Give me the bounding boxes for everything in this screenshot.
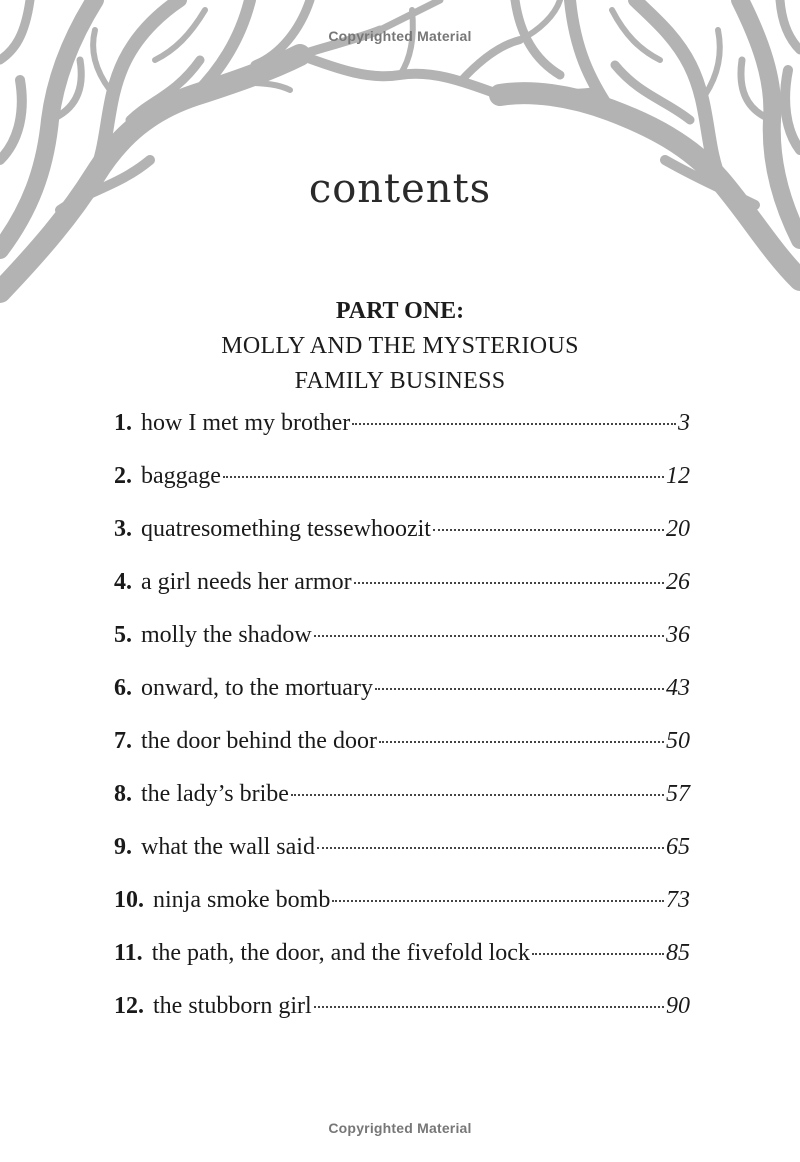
page-number: 50 bbox=[666, 728, 690, 754]
dot-leader bbox=[532, 953, 664, 955]
chapter-title: the stubborn girl bbox=[153, 993, 312, 1019]
toc-entry-4[interactable] bbox=[114, 569, 690, 622]
dot-leader bbox=[314, 1006, 664, 1008]
dot-leader bbox=[352, 423, 676, 425]
chapter-number: 2. bbox=[114, 463, 132, 489]
chapter-number: 8. bbox=[114, 781, 132, 807]
page-title: contents bbox=[308, 166, 492, 212]
copyright-watermark-bottom: Copyrighted Material bbox=[328, 1120, 472, 1136]
page-number: 26 bbox=[666, 569, 690, 595]
toc-entry-11[interactable] bbox=[114, 940, 690, 993]
dot-leader bbox=[314, 635, 664, 637]
chapter-title: how I met my brother bbox=[141, 410, 351, 436]
dot-leader bbox=[317, 847, 664, 849]
part-heading bbox=[0, 294, 800, 399]
chapter-title: baggage bbox=[141, 463, 221, 489]
chapter-number: 4. bbox=[114, 569, 132, 595]
chapter-number: 7. bbox=[114, 728, 132, 754]
chapter-number: 1. bbox=[114, 410, 132, 436]
chapter-title: the door behind the door bbox=[141, 728, 377, 754]
page-number: 12 bbox=[666, 463, 690, 489]
toc-entry-8[interactable] bbox=[114, 781, 690, 834]
chapter-number: 6. bbox=[114, 675, 132, 701]
chapter-title: a girl needs her armor bbox=[141, 569, 352, 595]
chapter-title: the lady’s bribe bbox=[141, 781, 289, 807]
dot-leader bbox=[375, 688, 664, 690]
chapter-number: 12. bbox=[114, 993, 144, 1019]
toc-entry-3[interactable] bbox=[114, 516, 690, 569]
part-title-line-2: FAMILY BUSINESS bbox=[294, 368, 506, 394]
toc-entry-12[interactable] bbox=[114, 993, 690, 1046]
chapter-number: 11. bbox=[114, 940, 143, 966]
dot-leader bbox=[291, 794, 664, 796]
page-number: 20 bbox=[666, 516, 690, 542]
dot-leader bbox=[354, 582, 664, 584]
page-number: 43 bbox=[666, 675, 690, 701]
dot-leader bbox=[223, 476, 664, 478]
part-label: PART ONE: bbox=[335, 298, 465, 324]
page-number: 85 bbox=[666, 940, 690, 966]
toc-entry-9[interactable] bbox=[114, 834, 690, 887]
toc-entry-6[interactable] bbox=[114, 675, 690, 728]
page-number: 73 bbox=[666, 887, 690, 913]
page-number: 90 bbox=[666, 993, 690, 1019]
chapter-title: what the wall said bbox=[141, 834, 315, 860]
toc-entry-10[interactable] bbox=[114, 887, 690, 940]
dot-leader bbox=[379, 741, 664, 743]
part-title-line-1: MOLLY AND THE MYSTERIOUS bbox=[221, 333, 579, 359]
page-number: 65 bbox=[666, 834, 690, 860]
chapter-number: 5. bbox=[114, 622, 132, 648]
toc-entry-2[interactable] bbox=[114, 463, 690, 516]
chapter-title: quatresomething tessewhoozit bbox=[141, 516, 431, 542]
chapter-title: the path, the door, and the fivefold lock bbox=[151, 940, 530, 966]
copyright-watermark-top: Copyrighted Material bbox=[328, 28, 472, 44]
dot-leader bbox=[433, 529, 664, 531]
tree-branches-illustration bbox=[0, 0, 800, 320]
chapter-title: molly the shadow bbox=[141, 622, 312, 648]
toc-entry-7[interactable] bbox=[114, 728, 690, 781]
page-number: 36 bbox=[666, 622, 690, 648]
chapter-number: 9. bbox=[114, 834, 132, 860]
table-of-contents bbox=[114, 410, 690, 1046]
chapter-number: 10. bbox=[114, 887, 144, 913]
page-number: 57 bbox=[666, 781, 690, 807]
toc-entry-1[interactable] bbox=[114, 410, 690, 463]
chapter-title: ninja smoke bomb bbox=[153, 887, 331, 913]
toc-entry-5[interactable] bbox=[114, 622, 690, 675]
dot-leader bbox=[332, 900, 664, 902]
chapter-title: onward, to the mortuary bbox=[141, 675, 373, 701]
chapter-number: 3. bbox=[114, 516, 132, 542]
page-number: 3 bbox=[678, 410, 690, 436]
